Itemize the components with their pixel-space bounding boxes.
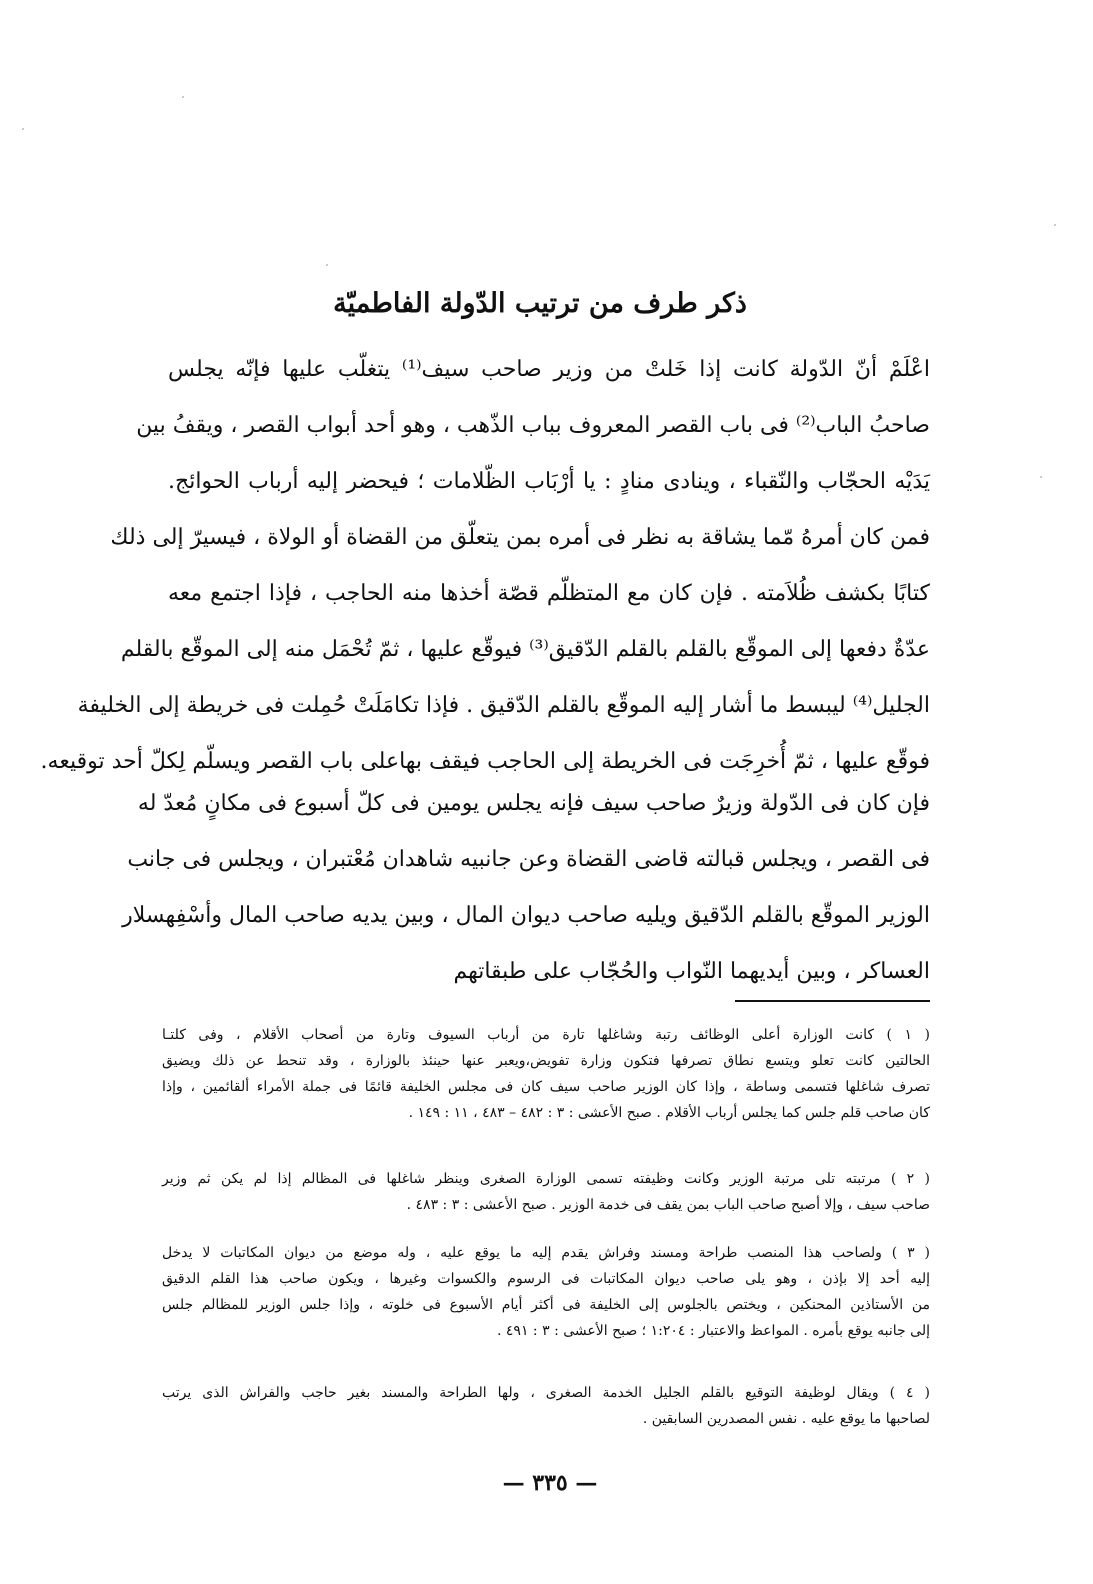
- text-line: الجليل⁽⁴⁾ ليبسط ما أشار إليه الموقّع بالقلم الدّقيق . فإذا تكامَلَتْ حُمِلت فى خريطة إلى الخليفة: [77, 693, 930, 718]
- text-line: الوزير الموقّع بالقلم الدّقيق ويليه صاحب ديوان المال ، وبين يديه صاحب المال وأسْفِهسلار: [122, 903, 930, 928]
- text-line: اعْلَمْ أنّ الدّولة كانت إذا خَلتْ من وزير صاحب سيف⁽¹⁾ يتغلّب عليها فإنّه يجلس: [168, 357, 930, 382]
- footnote-line: ( ١ ) كانت الوزارة أعلى الوظائف رتبة وشاغلها تارة من أرباب السيوف وتارة من أصحاب الأقلام ، وفى كلتـا: [162, 1027, 930, 1043]
- scan-speck: [22, 128, 24, 130]
- footnote-line: ( ٢ ) مرتبته تلى مرتبة الوزير وكانت وظيفته تسمى الوزارة الصغرى وينظر شاغلها فى المظالم إذا لم يكن ثم وزير: [162, 1171, 930, 1187]
- footnote-line: تصرف شاغلها فتسمى وساطة ، وإذا كان الوزير صاحب سيف كان فى مجلس الخليفة قائمًا فى جملة الأمراء ألقائمين ، وإذا: [162, 1079, 931, 1095]
- text-line: فمن كان أمرهُ مّما يشاقة به نظر فى أمره بمن يتعلّق من القضاة أو الولاة ، فيسيرّ إلى ذلك: [110, 525, 930, 550]
- text-line: عدّةٌ دفعها إلى الموقّع بالقلم بالقلم الدّقيق⁽³⁾ فيوقّع عليها ، ثمّ تُحْمَل منه إلى الموقّع بالقلم: [120, 637, 930, 662]
- text-line: صاحبُ الباب⁽²⁾ فى باب القصر المعروف بباب الذّهب ، وهو أحد أبواب القصر ، ويقفُ بين: [136, 413, 930, 438]
- section-title: ذكر طرف من ترتيب الدّولة الفاطميّة: [333, 288, 747, 319]
- footnote-line: ( ٤ ) ويقال لوظيفة التوقيع بالقلم الجليل الخدمة الصغرى ، ولها الطراحة والمسند بغير حاجب والفراش الذى يرتب: [162, 1385, 930, 1401]
- footnote-2: [162, 1166, 930, 1218]
- footnote-separator: [735, 1000, 930, 1002]
- text-line: فى القصر ، ويجلس قبالته قاضى القضاة وعن جانبيه شاهدان مُعْتبران ، ويجلس فى جانب: [127, 847, 930, 872]
- footnote-3: [162, 1240, 930, 1344]
- text-line: العساكر ، وبين أيديهما النّواب والحُجّاب على طبقاتهم: [453, 959, 930, 984]
- text-line: فإن كان فى الدّولة وزيرٌ صاحب سيف فإنه يجلس يومين فى كلّ أسبوع فى مكانٍ مُعدّ له: [137, 791, 930, 816]
- footnote-line: ( ٣ ) ولصاحب هذا المنصب طراحة ومسند وفراش يقدم إليه ما يوقع عليه ، وله موضع من ديوان المكاتبات لا يدخل: [162, 1245, 930, 1261]
- footnote-line: من الأستاذين المحنكين ، ويختص بالجلوس إلى الخليفة فى أكثر أيام الأسبوع فى خلوته ، وإذا جلس الوزير للمظالم جلس: [162, 1297, 930, 1313]
- paragraph-1: [40, 342, 930, 790]
- footnote-line: لصاحبها ما يوقع عليه . نفس المصدرين السابقين .: [642, 1411, 930, 1427]
- footnote-4: [162, 1380, 930, 1432]
- footnote-1: [162, 1022, 930, 1126]
- page-number: — ٣٣٥ —: [502, 1470, 598, 1496]
- scan-speck: [326, 264, 328, 266]
- scan-speck: [1040, 476, 1042, 478]
- footnote-line: إليه أحد إلا بإذن ، وهو يلى صاحب ديوان المكاتبات فى الرسوم والكسوات وغيرها ، ويكون صاحب هذا القلم الدقيق: [162, 1271, 930, 1287]
- text-line: كتابًا بكشف ظُلاَمته . فإن كان مع المتظلّم قصّة أخذها منه الحاجب ، فإذا اجتمع معه: [168, 581, 930, 606]
- text-line: فوقّع عليها ، ثمّ أُخرِجَت فى الخريطة إلى الحاجب فيقف بهاعلى باب القصر ويسلّم لِكلّ أحد توقيعه.: [40, 749, 930, 774]
- footnote-line: الحالتين كانت تعلو ويتسع نطاق تصرفها فتكون وزارة تفويض،ويعبر عنها حينئذ بالوزارة ، وقد تنحط عن ذلك ويضيق: [162, 1053, 930, 1069]
- text-line: يَدَيْه الحجّاب والنّقباء ، وينادى منادٍ : يا أرْبَاب الظّلامات ؛ فيحضر إليه أرباب الحوائج.: [168, 469, 930, 494]
- footnote-line: صاحب سيف ، وإلا أصبح صاحب الباب بمن يقف فى خدمة الوزير . صبح الأعشى : ٣ : ٤٨٣ .: [406, 1197, 930, 1213]
- footnote-line: إلى جانبه يوقع بأمره . المواعظ والاعتبار : ١:٢٠٤ ؛ صبح الأعشى : ٣ : ٤٩١ .: [497, 1323, 930, 1339]
- scan-speck: [1054, 224, 1056, 226]
- scan-speck: [182, 96, 184, 98]
- footnote-line: كان صاحب قلم جلس كما يجلس أرباب الأقلام . صبح الأعشى : ٣ : ٤٨٢ – ٤٨٣ ، ١١ : ١٤٩ .: [408, 1105, 930, 1121]
- paragraph-2: [122, 776, 930, 1000]
